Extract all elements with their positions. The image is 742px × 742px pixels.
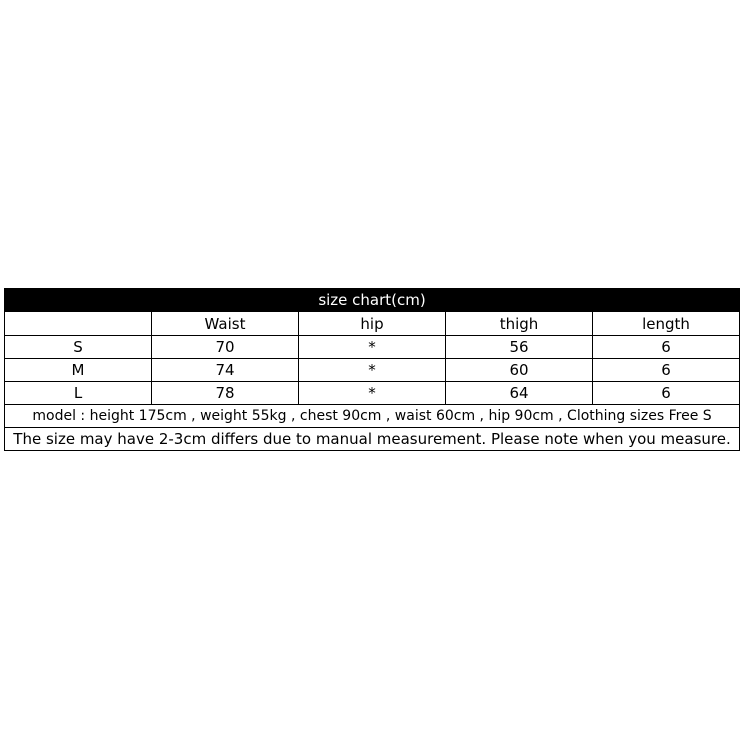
column-header-length: length (593, 312, 740, 336)
measurement-disclaimer: The size may have 2-3cm differs due to manual measurement. Please note when you measure. (5, 428, 740, 451)
column-header-waist: Waist (152, 312, 299, 336)
table-row (5, 336, 740, 359)
hip-cell: * (299, 382, 446, 405)
model-note: model : height 175cm , weight 55kg , chest 90cm , waist 60cm , hip 90cm , Clothing sizes Free S (5, 405, 740, 428)
column-header-size (5, 312, 152, 336)
size-label-cell: L (5, 382, 152, 405)
table-header-row (5, 312, 740, 336)
size-label-cell: M (5, 359, 152, 382)
hip-cell: * (299, 336, 446, 359)
column-header-thigh: thigh (446, 312, 593, 336)
length-cell: 6 (593, 382, 740, 405)
hip-cell: * (299, 359, 446, 382)
size-label-cell: S (5, 336, 152, 359)
column-header-hip: hip (299, 312, 446, 336)
length-cell: 6 (593, 336, 740, 359)
model-note-row (5, 405, 740, 428)
disclaimer-row (5, 428, 740, 451)
table-title-row (5, 289, 740, 312)
table-row (5, 382, 740, 405)
waist-cell: 70 (152, 336, 299, 359)
waist-cell: 74 (152, 359, 299, 382)
waist-cell: 78 (152, 382, 299, 405)
thigh-cell: 56 (446, 336, 593, 359)
thigh-cell: 60 (446, 359, 593, 382)
thigh-cell: 64 (446, 382, 593, 405)
size-chart-table (4, 288, 740, 451)
table-row (5, 359, 740, 382)
length-cell: 6 (593, 359, 740, 382)
table-title: size chart(cm) (5, 289, 740, 312)
